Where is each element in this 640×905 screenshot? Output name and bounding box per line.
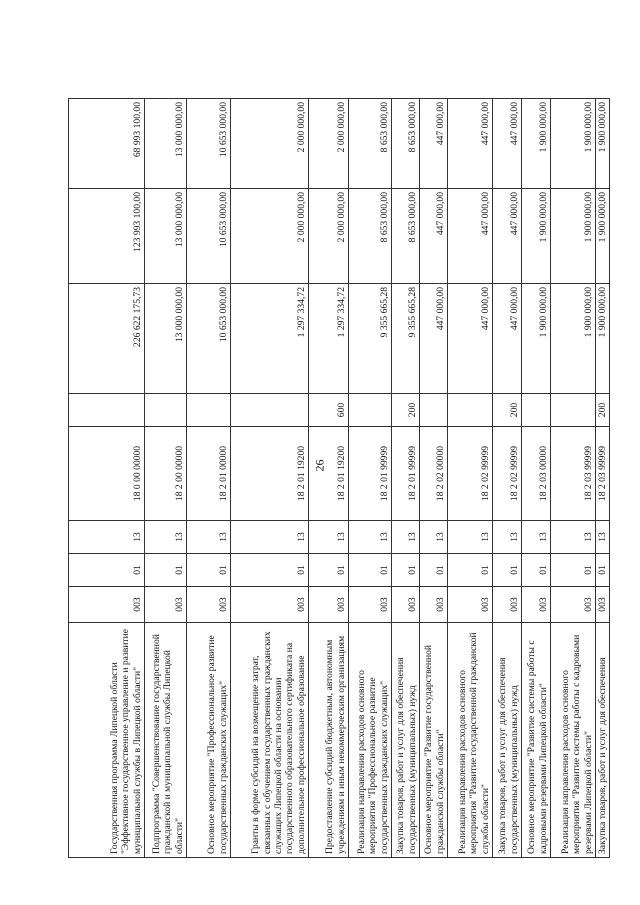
target-article-cell: 18 2 01 99999: [392, 427, 420, 521]
ministry-code-cell: 003: [522, 587, 551, 623]
item-name-cell: Предоставление субсидий бюджетным, автономным учреждениям и иным некоммерческим организациям: [309, 623, 349, 858]
table-row: [551, 99, 596, 858]
amount-year1-cell: 1 297 334,72: [231, 284, 309, 394]
amount-year3-cell: 447 000,00: [448, 99, 493, 189]
subsection-code-cell: 13: [493, 521, 522, 554]
budget-table: [68, 98, 610, 858]
item-name-cell: Основное мероприятие "Развитие системы работы с кадровыми резервами Липецкой области": [522, 623, 551, 858]
expense-type-cell: [349, 394, 392, 427]
ministry-code-cell: 003: [231, 587, 309, 623]
amount-year1-cell: 9 355 665,28: [392, 284, 420, 394]
ministry-code-cell: 003: [349, 587, 392, 623]
amount-year3-cell: 447 000,00: [420, 99, 448, 189]
target-article-cell: 18 2 03 99999: [596, 427, 610, 521]
section-code-cell: 01: [309, 554, 349, 587]
amount-year3-cell: 68 993 100,00: [69, 99, 145, 189]
expense-type-cell: [551, 394, 596, 427]
ministry-code-cell: 003: [448, 587, 493, 623]
amount-year1-cell: 1 900 000,00: [551, 284, 596, 394]
amount-year1-cell: 10 653 000,00: [187, 284, 231, 394]
subsection-code-cell: 13: [522, 521, 551, 554]
item-name-cell: Основное мероприятие "Развитие государственной гражданской службы области": [420, 623, 448, 858]
amount-year3-cell: 2 000 000,00: [309, 99, 349, 189]
amount-year2-cell: 1 900 000,00: [596, 189, 610, 284]
amount-year2-cell: 13 000 000,00: [145, 189, 187, 284]
amount-year2-cell: 1 900 000,00: [522, 189, 551, 284]
target-article-cell: 18 2 03 00000: [522, 427, 551, 521]
target-article-cell: 18 2 00 00000: [145, 427, 187, 521]
target-article-cell: 18 2 03 99999: [551, 427, 596, 521]
ministry-code-cell: 003: [145, 587, 187, 623]
target-article-cell: 18 2 01 19200: [231, 427, 309, 521]
amount-year1-cell: 9 355 665,28: [349, 284, 392, 394]
ministry-code-cell: 003: [69, 587, 145, 623]
amount-year3-cell: 2 000 000,00: [231, 99, 309, 189]
amount-year1-cell: 1 900 000,00: [522, 284, 551, 394]
subsection-code-cell: 13: [309, 521, 349, 554]
subsection-code-cell: 13: [349, 521, 392, 554]
target-article-cell: 18 2 02 99999: [493, 427, 522, 521]
ministry-code-cell: 003: [309, 587, 349, 623]
expense-type-cell: [448, 394, 493, 427]
item-name-cell: Реализация направления расходов основного мероприятия "Развитие государственной гражданской службы области": [448, 623, 493, 858]
table-row: [392, 99, 420, 858]
ministry-code-cell: 003: [187, 587, 231, 623]
subsection-code-cell: 13: [69, 521, 145, 554]
ministry-code-cell: 003: [493, 587, 522, 623]
section-code-cell: 01: [596, 554, 610, 587]
target-article-cell: 18 2 02 00000: [420, 427, 448, 521]
section-code-cell: 01: [231, 554, 309, 587]
section-code-cell: 01: [69, 554, 145, 587]
table-row: [448, 99, 493, 858]
item-name-cell: Закупка товаров, работ и услуг для обеспечения государственных (муниципальных) нужд: [392, 623, 420, 858]
item-name-cell: Гранты в форме субсидий на возмещение затрат, связанных с обучением государственных гражданских служащих Липецкой области на основании государственного образовательного сертификата на дополнительное профессиональное образование: [231, 623, 309, 858]
subsection-code-cell: 13: [448, 521, 493, 554]
amount-year1-cell: 447 000,00: [493, 284, 522, 394]
amount-year1-cell: 1 297 334,72: [309, 284, 349, 394]
amount-year3-cell: 8 653 000,00: [349, 99, 392, 189]
section-code-cell: 01: [349, 554, 392, 587]
subsection-code-cell: 13: [231, 521, 309, 554]
table-row: [493, 99, 522, 858]
amount-year2-cell: 8 653 000,00: [392, 189, 420, 284]
section-code-cell: 01: [551, 554, 596, 587]
amount-year3-cell: 1 900 000,00: [596, 99, 610, 189]
target-article-cell: 18 2 01 19200: [309, 427, 349, 521]
target-article-cell: 18 2 01 99999: [349, 427, 392, 521]
expense-type-cell: 200: [493, 394, 522, 427]
table-row: [187, 99, 231, 858]
amount-year3-cell: 1 900 000,00: [551, 99, 596, 189]
ministry-code-cell: 003: [392, 587, 420, 623]
subsection-code-cell: 13: [596, 521, 610, 554]
expense-type-cell: [420, 394, 448, 427]
amount-year1-cell: 1 900 000,00: [596, 284, 610, 394]
table-row: [309, 99, 349, 858]
amount-year2-cell: 2 000 000,00: [231, 189, 309, 284]
amount-year1-cell: 447 000,00: [448, 284, 493, 394]
subsection-code-cell: 13: [392, 521, 420, 554]
amount-year2-cell: 10 653 000,00: [187, 189, 231, 284]
ministry-code-cell: 003: [551, 587, 596, 623]
subsection-code-cell: 13: [420, 521, 448, 554]
section-code-cell: 01: [420, 554, 448, 587]
expense-type-cell: [231, 394, 309, 427]
amount-year1-cell: 13 000 000,00: [145, 284, 187, 394]
target-article-cell: 18 0 00 00000: [69, 427, 145, 521]
amount-year2-cell: 447 000,00: [448, 189, 493, 284]
amount-year2-cell: 1 900 000,00: [551, 189, 596, 284]
item-name-cell: Подпрограмма "Совершенствование государственной гражданской и муниципальной службы Липецкой области": [145, 623, 187, 858]
section-code-cell: 01: [493, 554, 522, 587]
expense-type-cell: 600: [309, 394, 349, 427]
expense-type-cell: [187, 394, 231, 427]
amount-year3-cell: 8 653 000,00: [392, 99, 420, 189]
section-code-cell: 01: [448, 554, 493, 587]
item-name-cell: Закупка товаров, работ и услуг для обеспечения: [596, 623, 610, 858]
expense-type-cell: [145, 394, 187, 427]
amount-year2-cell: 447 000,00: [493, 189, 522, 284]
table-row: [522, 99, 551, 858]
target-article-cell: 18 2 02 99999: [448, 427, 493, 521]
section-code-cell: 01: [392, 554, 420, 587]
table-row: [145, 99, 187, 858]
amount-year2-cell: 2 000 000,00: [309, 189, 349, 284]
expense-type-cell: 200: [392, 394, 420, 427]
expense-type-cell: [522, 394, 551, 427]
item-name-cell: Закупка товаров, работ и услуг для обеспечения государственных (муниципальных) нужд: [493, 623, 522, 858]
subsection-code-cell: 13: [551, 521, 596, 554]
expense-type-cell: 200: [596, 394, 610, 427]
item-name-cell: Реализация направления расходов основного мероприятия "Развитие системы работы с кадровыми резервами Липецкой области": [551, 623, 596, 858]
section-code-cell: 01: [145, 554, 187, 587]
table-row: [349, 99, 392, 858]
amount-year2-cell: 8 653 000,00: [349, 189, 392, 284]
amount-year1-cell: 447 000,00: [420, 284, 448, 394]
table-row: [231, 99, 309, 858]
amount-year3-cell: 10 653 000,00: [187, 99, 231, 189]
table-body: [69, 99, 610, 858]
ministry-code-cell: 003: [596, 587, 610, 623]
expense-type-cell: [69, 394, 145, 427]
ministry-code-cell: 003: [420, 587, 448, 623]
amount-year2-cell: 447 000,00: [420, 189, 448, 284]
page-number: 26: [312, 459, 327, 472]
item-name-cell: Реализация направления расходов основного мероприятия "Профессиональное развитие государственных гражданских служащих": [349, 623, 392, 858]
section-code-cell: 01: [522, 554, 551, 587]
item-name-cell: Основное мероприятие "Профессиональное развитие государственных гражданских служащих": [187, 623, 231, 858]
amount-year1-cell: 226 622 175,73: [69, 284, 145, 394]
table-row: [420, 99, 448, 858]
table-row: [596, 99, 610, 858]
amount-year2-cell: 123 993 100,00: [69, 189, 145, 284]
subsection-code-cell: 13: [187, 521, 231, 554]
item-name-cell: Государственная программа Липецкой области "Эффективное государственное управление и развитие муниципальной службы в Липецкой области": [69, 623, 145, 858]
amount-year3-cell: 447 000,00: [493, 99, 522, 189]
amount-year3-cell: 1 900 000,00: [522, 99, 551, 189]
section-code-cell: 01: [187, 554, 231, 587]
subsection-code-cell: 13: [145, 521, 187, 554]
amount-year3-cell: 13 000 000,00: [145, 99, 187, 189]
target-article-cell: 18 2 01 00000: [187, 427, 231, 521]
table-row: [69, 99, 145, 858]
